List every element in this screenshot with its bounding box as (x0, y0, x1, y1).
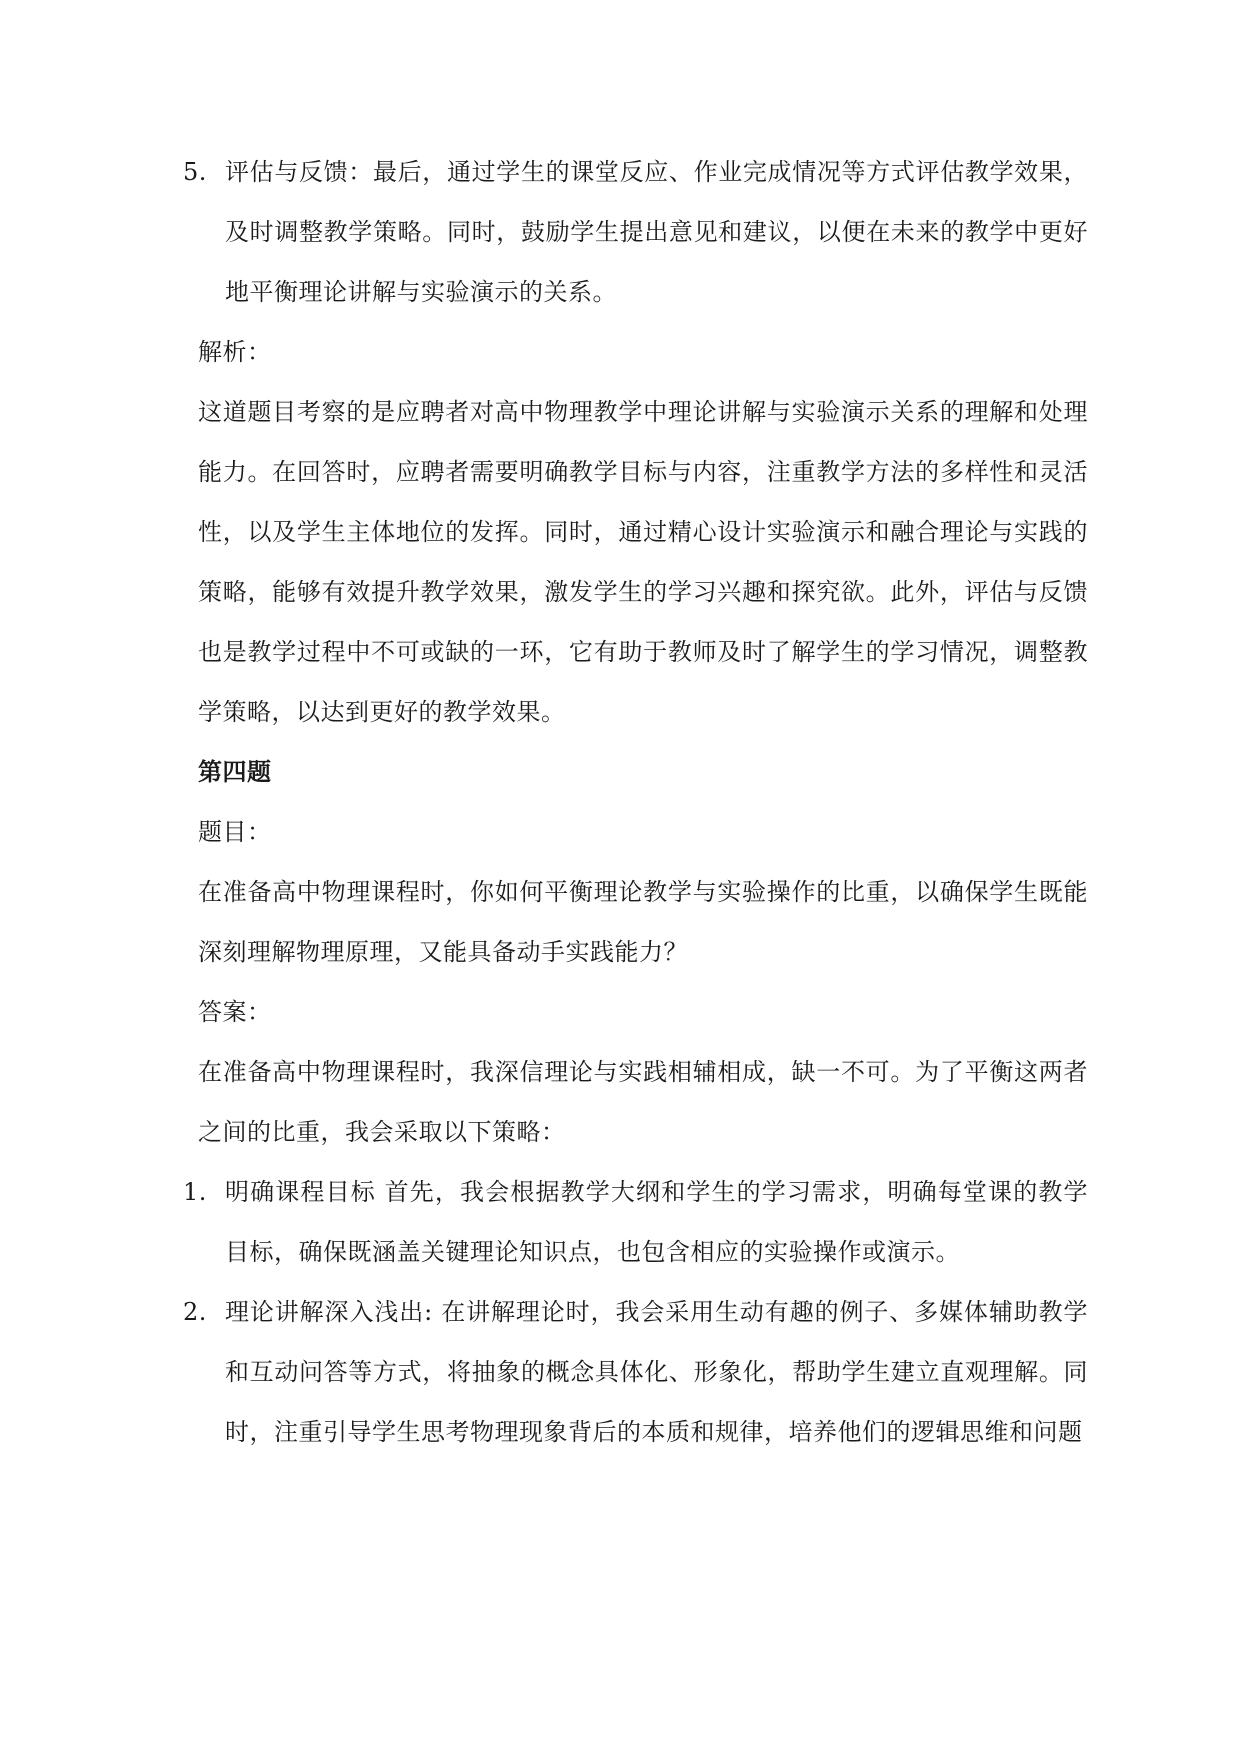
list-item-1 (183, 1162, 1088, 1282)
list-item-2 (183, 1282, 1088, 1462)
answer-label: 答案： (198, 998, 272, 1026)
list-item-number: 5. (183, 158, 207, 186)
answer-intro-paragraph: 在准备高中物理课程时，我深信理论与实践相辅相成，缺一不可。为了平衡这两者之间的比重，我会采取以下策略： (198, 1058, 1088, 1146)
section-title: 第四题 (198, 757, 272, 786)
list-item-5 (183, 142, 1088, 322)
list-item-text: 理论讲解深入浅出: 在讲解理论时，我会采用生动有趣的例子、多媒体辅助教学和互动问答等方式，将抽象的概念具体化、形象化，帮助学生建立直观理解。同时，注重引导学生思考物理现象背后的本质和规律，培养他们的逻辑思维和问题 (225, 1298, 1088, 1446)
list-item-number: 1. (183, 1178, 207, 1206)
analysis-label: 解析： (198, 338, 272, 366)
analysis-paragraph: 这道题目考察的是应聘者对高中物理教学中理论讲解与实验演示关系的理解和处理能力。在回答时，应聘者需要明确教学目标与内容，注重教学方法的多样性和灵活性，以及学生主体地位的发挥。同时，通过精心设计实验演示和融合理论与实践的策略，能够有效提升教学效果，激发学生的学习兴趣和探究欲。此外，评估与反馈也是教学过程中不可或缺的一环，它有助于教师及时了解学生的学习情况，调整教学策略，以达到更好的教学效果。 (198, 398, 1088, 726)
list-item-text: 评估与反馈：最后，通过学生的课堂反应、作业完成情况等方式评估教学效果，及时调整教学策略。同时，鼓励学生提出意见和建议，以便在未来的教学中更好地平衡理论讲解与实验演示的关系。 (225, 158, 1088, 306)
list-item-text: 明确课程目标 首先，我会根据教学大纲和学生的学习需求，明确每堂课的教学目标，确保既涵盖关键理论知识点，也包含相应的实验操作或演示。 (225, 1178, 1088, 1266)
question-paragraph: 在准备高中物理课程时，你如何平衡理论教学与实验操作的比重，以确保学生既能深刻理解物理原理，又能具备动手实践能力？ (198, 878, 1088, 966)
list-item-number: 2. (183, 1298, 207, 1326)
question-label: 题目： (198, 818, 272, 846)
document-body (183, 142, 1088, 1462)
